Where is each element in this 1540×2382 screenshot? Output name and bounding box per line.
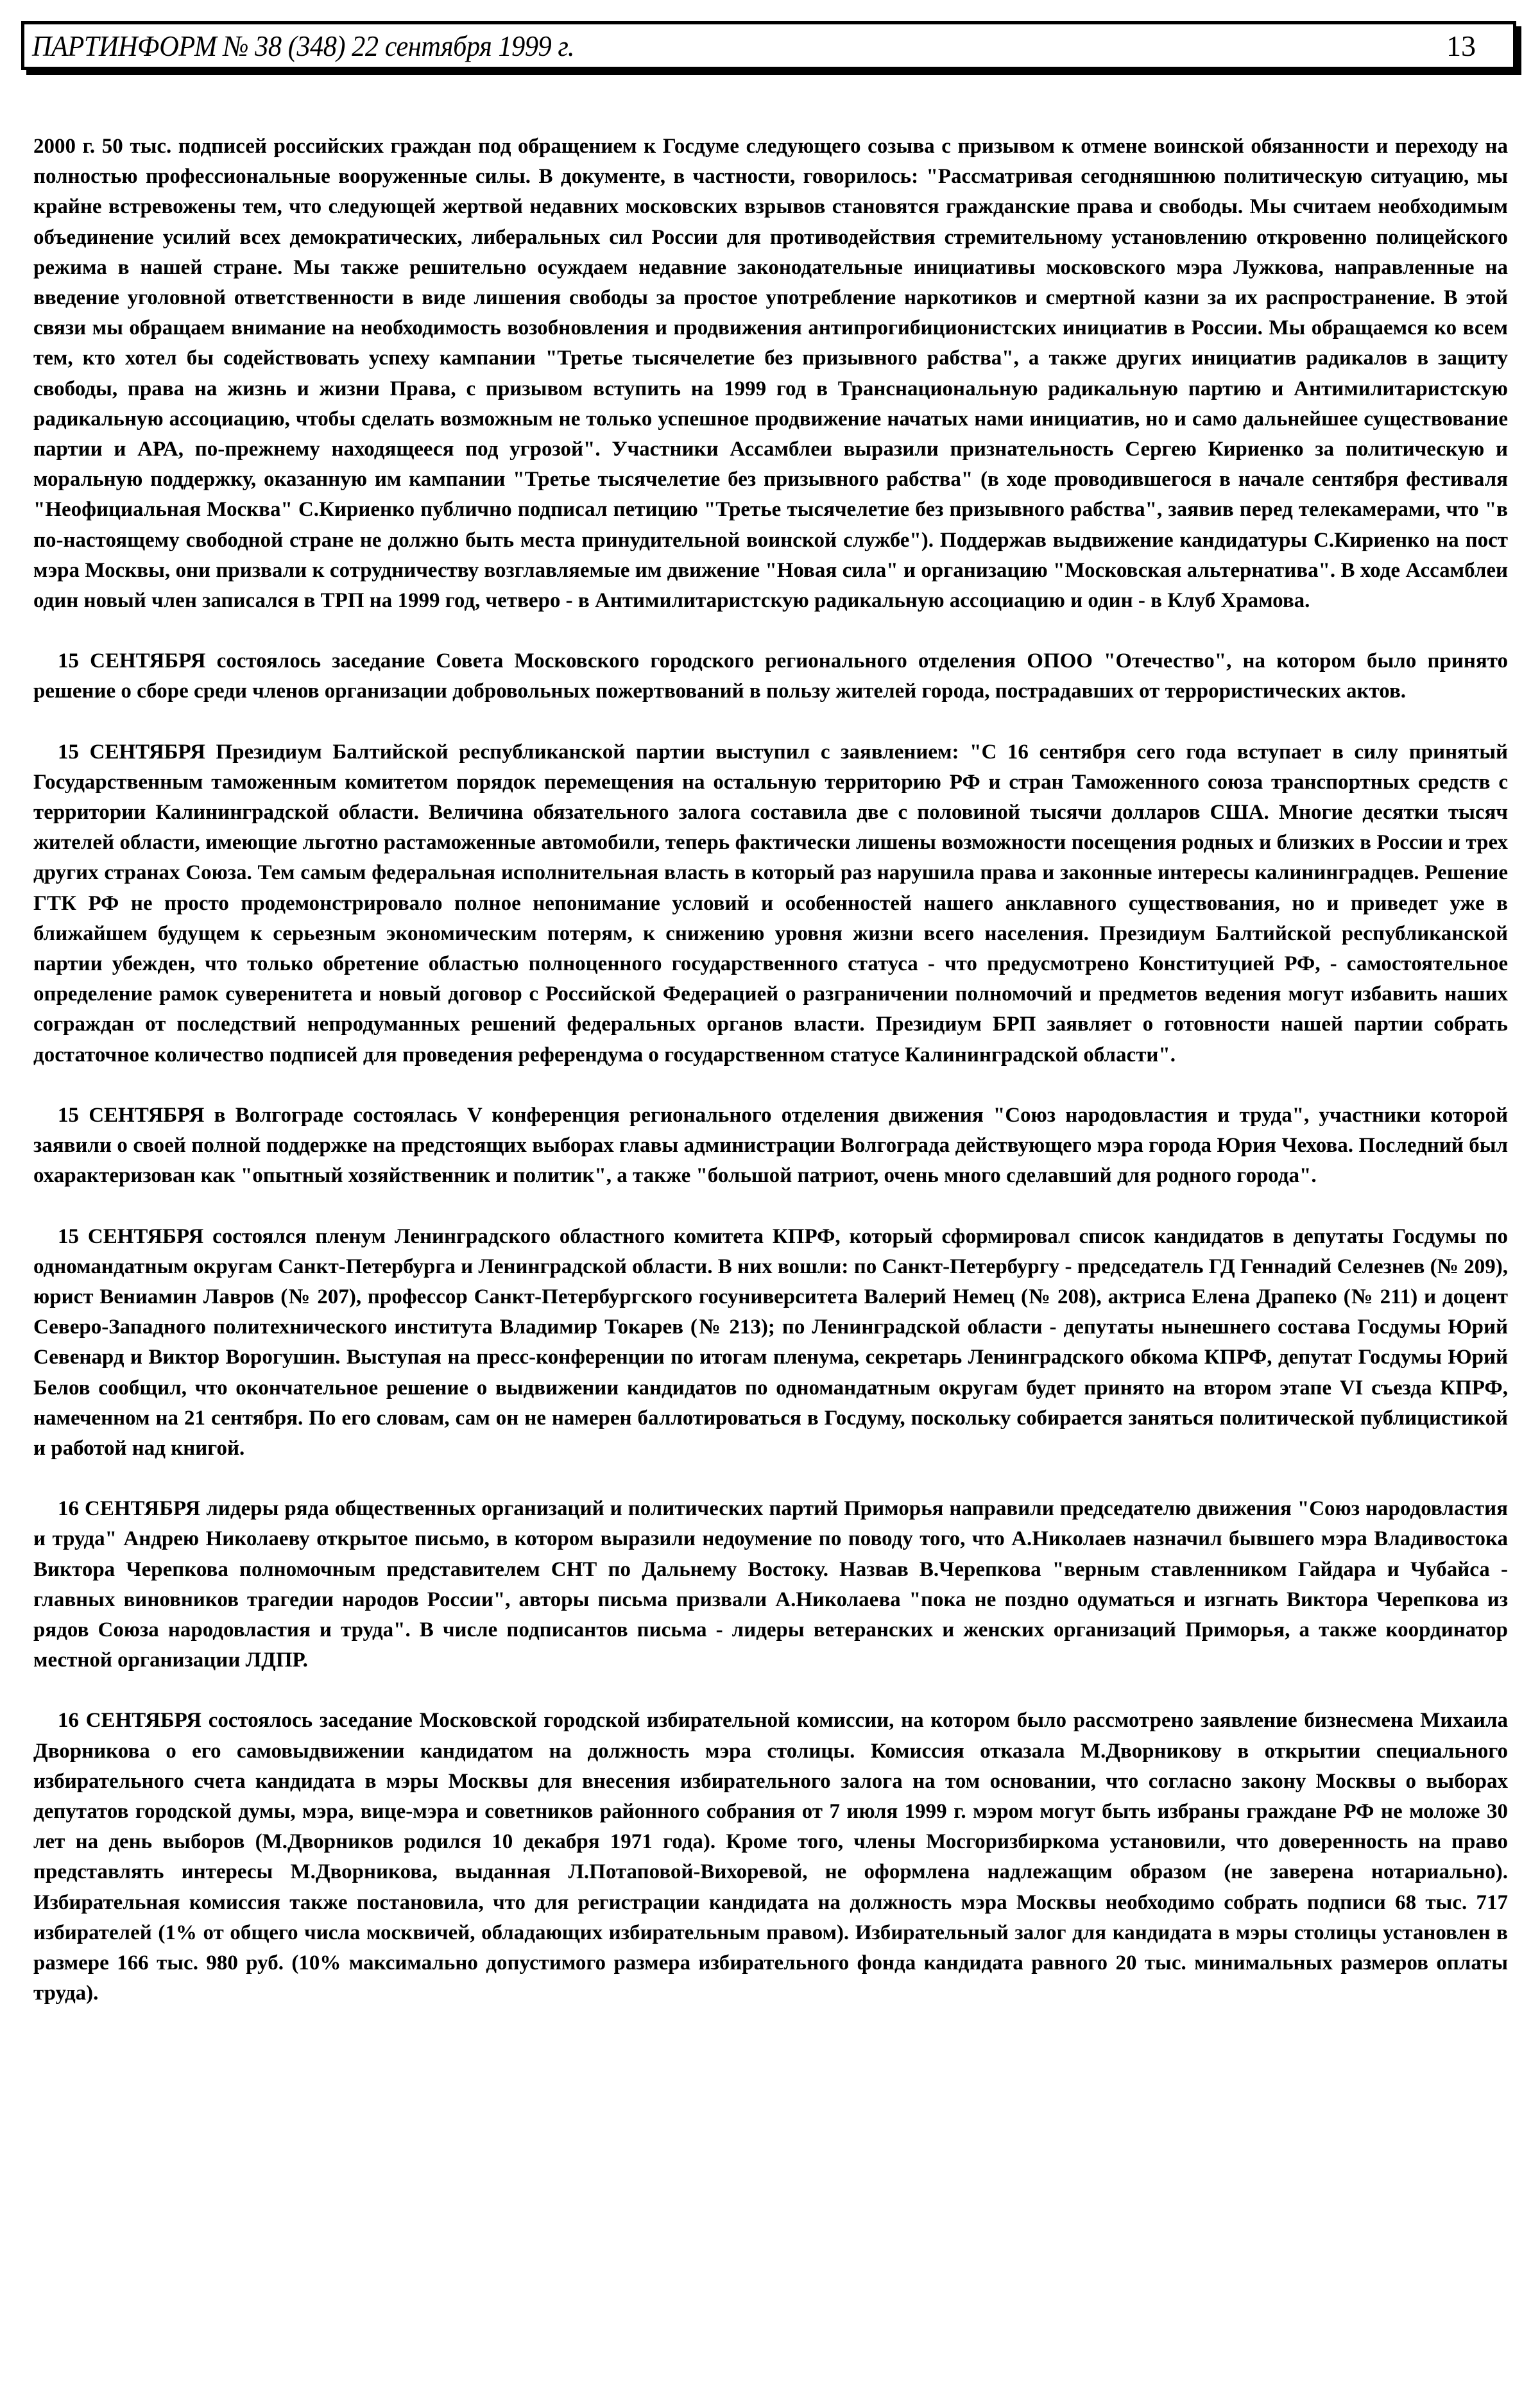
news-item-date: 16 СЕНТЯБРЯ <box>58 1709 201 1733</box>
publication-title: ПАРТИНФОРМ № 38 (348) 22 сентября 1999 г. <box>32 30 574 62</box>
news-item <box>33 1494 1508 1675</box>
paragraph-continuation <box>33 132 1508 616</box>
news-item-text: состоялось заседание Московской городской избирательной комиссии, на котором было рассмотрено заявление бизнесмена Михаила Дворникова о его самовыдвижении кандидатом на должность мэра столицы. Комиссия отказала М.Дворникову в открытии специального избирательного счета кандидата в мэры Москвы для внесения избирательного залога на том основании, что согласно закону Москвы о выборах депутатов городской думы, мэра, вице-мэра и советников районного собрания от 7 июля 1999 г. мэром могут быть избраны граждане РФ не моложе 30 лет на день выборов (М.Дворников родился 10 декабря 1971 года). Кроме того, члены Мосгоризбиркома установили, что доверенность на право представлять интересы М.Дворникова, выданная Л.Потаповой-Вихоревой, не оформлена надлежащим образом (не заверена нотариально). Избирательная комиссия также постановила, что для регистрации кандидата на должность мэра Москвы необходимо собрать подписи 68 тыс. 717 избирателей (1% от общего числа москвичей, обладающих избирательным правом). Избирательный залог для кандидата в мэры столицы установлен в размере 166 тыс. 980 руб. (10% максимально допустимого размера избирательного фонда кандидата равного 20 тыс. минимальных размеров оплаты труда). <box>33 1709 1508 2005</box>
news-item <box>33 737 1508 1070</box>
news-item-date: 15 СЕНТЯБРЯ <box>58 1103 205 1127</box>
news-item-text: Президиум Балтийской республиканской партии выступил с заявлением: "С 16 сентября сего года вступает в силу принятый Государственным таможенным комитетом порядок перемещения на остальную территорию РФ и стран Таможенного союза транспортных средств с территории Калининградской области. Величина обязательного залога составила две с половиной тысячи долларов США. Многие десятки тысяч жителей области, имеющие льготно растаможенные автомобили, теперь фактически лишены возможности посещения родных и близких в России и трех других странах Союза. Тем самым федеральная исполнительная власть в который раз нарушила права и законные интересы калининградцев. Решение ГТК РФ не просто продемонстрировало полное непонимание условий и особенностей нашего анклавного существования, но и приведет уже в ближайшем будущем к серьезным экономическим потерям, к снижению уровня жизни всего населения. Президиум Балтийской республиканской партии убежден, что только обретение областью полноценного государственного статуса - что предусмотрено Конституцией РФ, - самостоятельное определение рамок суверенитета и новый договор с Российской Федерацией о разграничении полномочий и предметов ведения могут избавить наших сограждан от последствий непродуманных решений федеральных органов власти. Президиум БРП заявляет о готовности нашей партии собрать достаточное количество подписей для проведения референдума о государственном статусе Калининградской области". <box>33 740 1508 1067</box>
page-header <box>21 21 1516 70</box>
news-item-date: 15 СЕНТЯБРЯ <box>58 649 206 673</box>
article-body <box>33 132 1508 2039</box>
page-number: 13 <box>1446 30 1476 62</box>
news-item-date: 15 СЕНТЯБРЯ <box>58 1224 204 1248</box>
news-item-date: 15 СЕНТЯБРЯ <box>58 740 205 764</box>
news-item-text: состоялось заседание Совета Московского городского регионального отделения ОПОО "Отечество", на котором было принято решение о сборе среди членов организации добровольных пожертвований в пользу жителей города, пострадавших от террористических актов. <box>33 649 1508 703</box>
news-item <box>33 1222 1508 1464</box>
news-item <box>33 1706 1508 2009</box>
paragraph-text: 2000 г. 50 тыс. подписей российских граждан под обращением к Госдуме следующего созыва с призывом к отмене воинской обязанности и переходу на полностью профессиональные вооруженные силы. В документе, в частности, говорилось: "Рассматривая сегодняшнюю политическую ситуацию, мы крайне встревожены тем, что следующей жертвой недавних московских взрывов становятся гражданские права и свободы. Мы считаем необходимым объединение усилий всех демократических, либеральных сил России для противодействия стремительному установлению откровенно полицейского режима в нашей стране. Мы также решительно осуждаем недавние законодательные инициативы московского мэра Лужкова, направленные на введение уголовной ответственности в виде лишения свободы за простое употребление наркотиков и смертной казни за их распространение. В этой связи мы обращаем внимание на необходимость возобновления и продвижения антипрогибиционистских инициатив в России. Мы обращаемся ко всем тем, кто хотел бы содействовать успеху кампании "Третье тысячелетие без призывного рабства", а также других инициатив радикалов в защиту свободы, права на жизнь и жизни Права, с призывом вступить на 1999 год в Транснациональную радикальную партию и Антимилитаристскую радикальную ассоциацию, чтобы сделать возможным не только успешное продвижение начатых нами инициатив, но и само дальнейшее существование партии и АРА, по-прежнему находящееся под угрозой". Участники Ассамблеи выразили признательность Сергею Кириенко за политическую и моральную поддержку, оказанную им кампании "Третье тысячелетие без призывного рабства" (в ходе проводившегося в начале сентября фестиваля "Неофициальная Москва" С.Кириенко публично подписал петицию "Третье тысячелетие без призывного рабства", заявив перед телекамерами, что "в по-настоящему свободной стране не должно быть места принудительной воинской службе"). Поддержав выдвижение кандидатуры С.Кириенко на пост мэра Москвы, они призвали к сотрудничеству возглавляемые им движение "Новая сила" и организацию "Московская альтернатива". В ходе Ассамблеи один новый член записался в ТРП на 1999 год, четверо - в Антимилитаристскую радикальную ассоциацию и один - в Клуб Храмова. <box>33 135 1508 613</box>
news-item-date: 16 СЕНТЯБРЯ <box>58 1497 201 1521</box>
news-item-text: состоялся пленум Ленинградского областного комитета КПРФ, который сформировал список кандидатов в депутаты Госдумы по одномандатным округам Санкт-Петербурга и Ленинградской области. В них вошли: по Санкт-Петербургу - председатель ГД Геннадий Селезнев (№ 209), юрист Вениамин Лавров (№ 207), профессор Санкт-Петербургского госуниверситета Валерий Немец (№ 208), актриса Елена Драпеко (№ 211) и доцент Северо-Западного политехнического института Владимир Токарев (№ 213); по Ленинградской области - депутаты нынешнего состава Госдумы Юрий Севенард и Виктор Ворогушин. Выступая на пресс-конференции по итогам пленума, секретарь Ленинградского обкома КПРФ, депутат Госдумы Юрий Белов сообщил, что окончательное решение о выдвижении кандидатов по одномандатным округам будет принято на втором этапе VI съезда КПРФ, намеченном на 21 сентября. По его словам, сам он не намерен баллотироваться в Госдуму, поскольку собирается заняться политической публицистикой и работой над книгой. <box>33 1224 1508 1460</box>
news-item <box>33 646 1508 707</box>
news-item <box>33 1101 1508 1192</box>
news-item-text: в Волгограде состоялась V конференция регионального отделения движения "Союз народовластия и труда", участники которой заявили о своей полной поддержке на предстоящих выборах главы администрации Волгограда действующего мэра города Юрия Чехова. Последний был охарактеризован как "опытный хозяйственник и политик", а также "большой патриот, очень много сделавший для родного города". <box>33 1103 1508 1188</box>
news-item-text: лидеры ряда общественных организаций и политических партий Приморья направили председателю движения "Союз народовластия и труда" Андрею Николаеву открытое письмо, в котором выразили недоумение по поводу того, что А.Николаев назначил бывшего мэра Владивостока Виктора Черепкова полномочным представителем СНТ по Дальнему Востоку. Назвав В.Черепкова "верным ставленником Гайдара и Чубайса - главных виновников трагедии народов России", авторы письма призвали А.Николаева "пока не поздно одуматься и изгнать Виктора Черепкова из рядов Союза народовластия и труда". В числе подписантов письма - лидеры ветеранских и женских организаций Приморья, а также координатор местной организации ЛДПР. <box>33 1497 1508 1672</box>
